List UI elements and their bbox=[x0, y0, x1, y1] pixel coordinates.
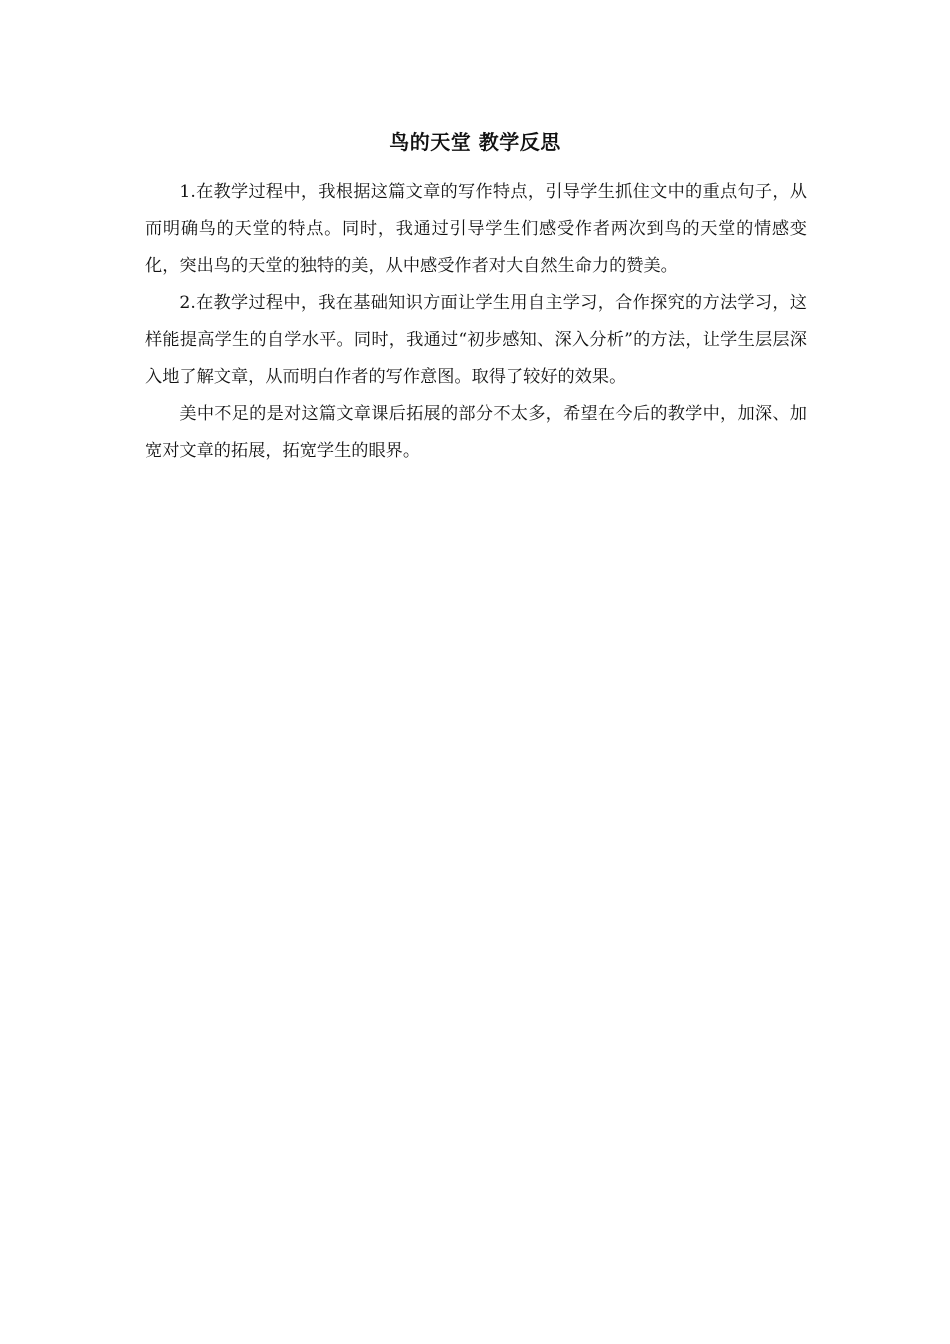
document-body bbox=[145, 174, 807, 470]
paragraph-1: 1.在教学过程中，我根据这篇文章的写作特点，引导学生抓住文中的重点句子，从而明确鸟的天堂的特点。同时，我通过引导学生们感受作者两次到鸟的天堂的情感变化，突出鸟的天堂的独特的美，从中感受作者对大自然生命力的赞美。 bbox=[145, 182, 807, 276]
document-title: 鸟的天堂 教学反思 bbox=[389, 130, 561, 154]
paragraph-2: 2.在教学过程中，我在基础知识方面让学生用自主学习，合作探究的方法学习，这样能提高学生的自学水平。同时，我通过“初步感知、深入分析”的方法，让学生层层深入地了解文章，从而明白作者的写作意图。取得了较好的效果。 bbox=[145, 293, 807, 387]
paragraph-3: 美中不足的是对这篇文章课后拓展的部分不太多，希望在今后的教学中，加深、加宽对文章的拓展，拓宽学生的眼界。 bbox=[145, 404, 807, 461]
